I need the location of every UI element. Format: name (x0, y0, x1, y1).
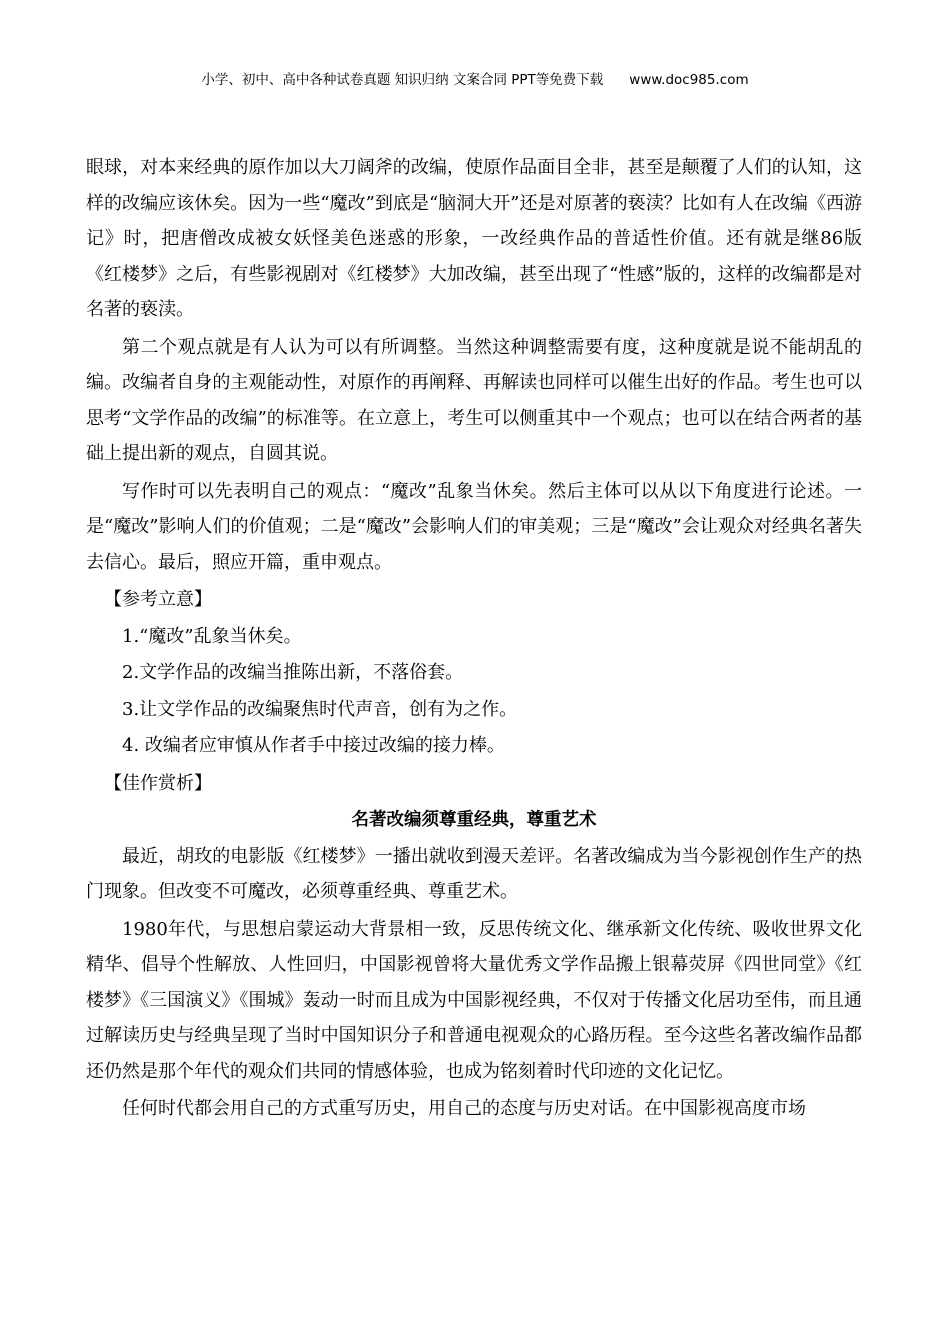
essay-title: 名著改编须尊重经典，尊重艺术 (351, 810, 597, 830)
essay-paragraph: 1980年代，与思想启蒙运动大背景相一致，反思传统文化、继承新文化传统、吸收世界文化精华、倡导个性解放、人性回归，中国影视曾将大量优秀文学作品搬上银幕荧屏《四世同堂》《红楼梦》《三国演义》《围城》轰动一时而且成为中国影视经典，不仅对于传播文化居功至伟，而且通过解读历史与经典呈现了当时中国知识分子和普通电视观众的心路历程。至今这些名著改编作品都还仍然是那个年代的观众们共同的情感体验，也成为铭刻着时代印迹的文化记忆。 (86, 918, 862, 1082)
header-text: 小学、初中、高中各种试卷真题 知识归纳 文案合同 PPT等免费下载 (201, 72, 604, 88)
page-header (0, 68, 950, 88)
reference-ideas-label: 【参考立意】 (104, 589, 212, 610)
reference-idea-item: 2.文学作品的改编当推陈出新，不落俗套。 (122, 662, 464, 683)
essay-paragraph: 最近，胡玫的电影版《红楼梦》一播出就收到漫天差评。名著改编成为当今影视创作生产的热门现象。但改变不可魔改，必须尊重经典、尊重艺术。 (86, 845, 862, 902)
paragraph-second-view: 第二个观点就是有人认为可以有所调整。当然这种调整需要有度，这种度就是说不能胡乱的编。改编者自身的主观能动性，对原作的再阐释、再解读也同样可以催生出好的作品。考生也可以思考“文学作品的改编”的标准等。在立意上，考生可以侧重其中一个观点；也可以在结合两者的基础上提出新的观点，自圆其说。 (86, 336, 862, 464)
essay-paragraph: 任何时代都会用自己的方式重写历史，用自己的态度与历史对话。在中国影视高度市场 (122, 1098, 806, 1119)
paragraph-continuation: 眼球，对本来经典的原作加以大刀阔斧的改编，使原作品面目全非，甚至是颠覆了人们的认知，这样的改编应该休矣。因为一些“魔改”到底是“脑洞大开”还是对原著的亵渎？比如有人在改编《西游记》时，把唐僧改成被女妖怪美色迷惑的形象，一改经典作品的普适性价值。还有就是继86版《红楼梦》之后，有些影视剧对《红楼梦》大加改编，甚至出现了“性感”版的，这样的改编都是对名著的亵渎。 (86, 157, 862, 320)
header-site-url: www.doc985.com (629, 72, 749, 88)
model-essay-label: 【佳作赏析】 (104, 772, 212, 794)
paragraph-writing-advice: 写作时可以先表明自己的观点：“魔改”乱象当休矣。然后主体可以从以下角度进行论述。一是“魔改”影响人们的价值观；二是“魔改”会影响人们的审美观；三是“魔改”会让观众对经典名著失去信心。最后，照应开篇，重申观点。 (86, 480, 862, 573)
reference-idea-item: 4. 改编者应审慎从作者手中接过改编的接力棒。 (122, 735, 505, 756)
reference-idea-item: 3.让文学作品的改编聚焦时代声音，创有为之作。 (122, 698, 518, 720)
reference-idea-item: 1.“魔改”乱象当休矣。 (122, 625, 302, 647)
document-body (86, 150, 862, 1129)
